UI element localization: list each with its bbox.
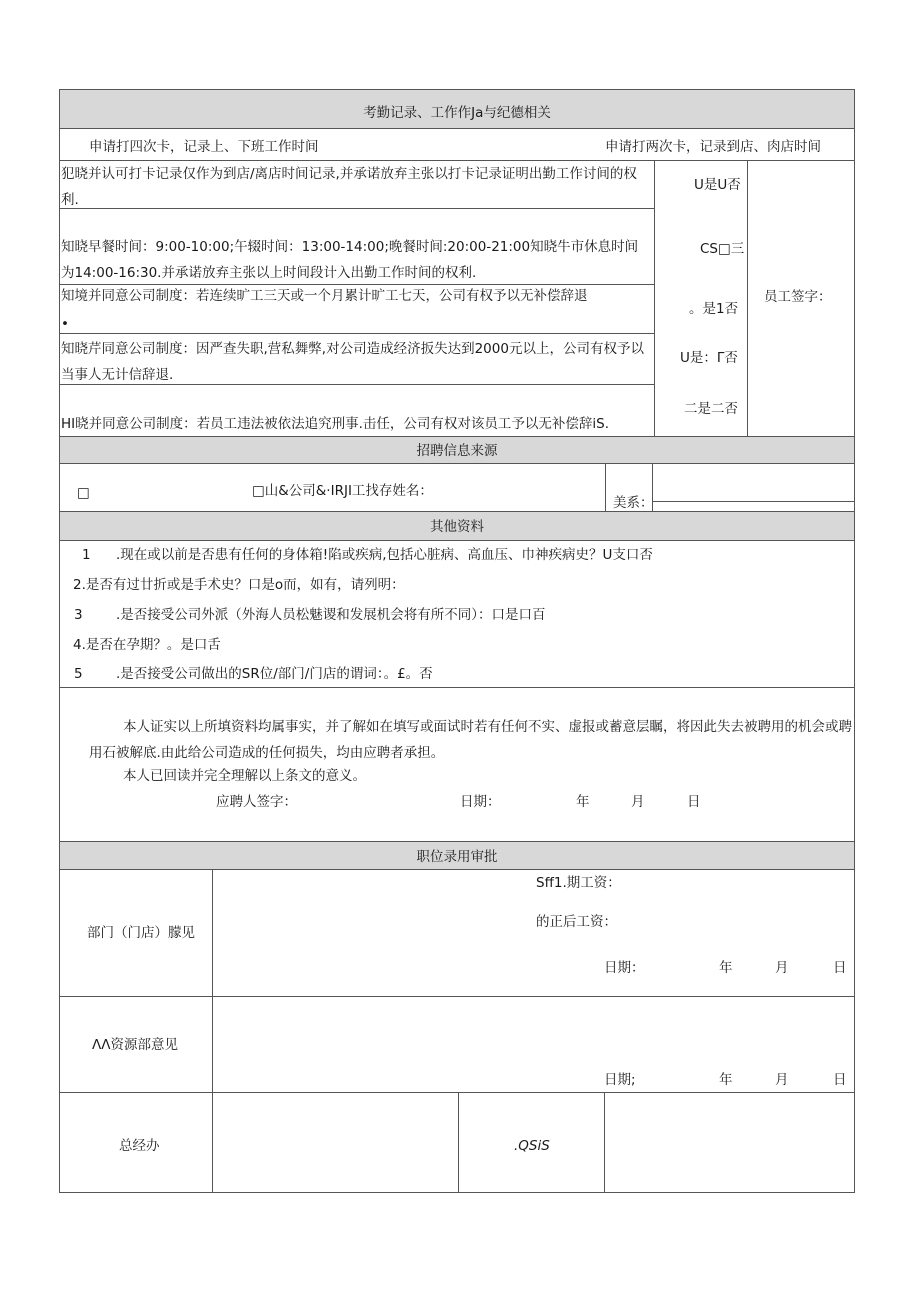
gm-middle-label: .QSiS [514,1138,550,1154]
declaration-month: 月 [631,794,645,810]
hr-year: 年 [719,1072,733,1088]
divider [212,870,213,996]
other-item-1-num: 1 [82,547,91,563]
attendance-item-3-bullet: • [61,316,69,332]
hr-opinion-label: ΛΛ资源部意见 [92,1037,178,1053]
divider [212,996,213,1092]
divider [605,464,606,511]
dept-opinion-label: 部门（门店）朦见 [87,925,195,941]
attendance-item-1-text: 犯晓并认可打卡记录仅作为到店/离店时间记录,并承诺放弃主张以打卡记录证明出勤工作讨间的权利. [61,166,637,208]
declaration-date-label: 日期： [460,794,501,810]
applicant-sign-label: 应聘人签字： [216,794,297,810]
attendance-item-4-choice[interactable]: U是：Γ否 [680,350,738,366]
divider [60,333,654,334]
recruit-relation: 美系： [613,495,654,511]
employee-signature-label: 员工签字： [764,289,832,305]
attendance-item-2-text: 知晓早餐时间：9:00-10:00;午辍时间：13:00-14:00;晚餐时间:20:00-21:00知晓牛市休息时间为14:00-16:30.并承诺放弃主张以上时间段计入出勤工作时间的权利. [61,239,639,281]
divider [60,996,854,997]
application-form [59,89,855,1193]
recruit-header [60,436,854,464]
recruit-box[interactable]: □ [77,485,90,501]
divider [60,687,854,688]
attendance-item-1-choice[interactable]: U是U否 [694,177,741,193]
divider [60,384,654,385]
other-item-3-text: .是否接受公司外派（外海人员松魅谡和发展机会将有所不同）：口是口百 [116,607,546,623]
gm-office-label: 总经办 [119,1138,160,1154]
declaration-year: 年 [576,794,590,810]
recruit-header-text: 招聘信息来源 [416,443,498,459]
declaration-para2: 本人已回读并完全理解以上条文的意义。 [123,768,366,784]
divider [458,1092,459,1193]
clock-four-option: 申请打四次卡，记录上、下班工作时间 [89,139,319,155]
attendance-item-2-choice[interactable]: CS□三 [700,241,745,257]
dept-year: 年 [719,960,733,976]
recruit-source[interactable]: □山&公司&·IRJI工找存姓名： [252,483,433,499]
other-header [60,511,854,541]
other-item-5-text: .是否接受公司做出的SR位/部门/门店的谓词：。£。否 [116,666,433,682]
attendance-item-3-choice[interactable]: 。是1否 [689,301,739,317]
divider [654,160,655,436]
divider [604,1092,605,1193]
declaration-day: 日 [687,794,701,810]
divider [652,501,854,502]
regular-salary-label: 的正后工资： [536,914,617,930]
attendance-item-5-choice[interactable]: 二是二否 [684,401,738,417]
divider [212,1092,213,1193]
other-item-3-num: 3 [74,607,83,623]
hr-day: 日 [833,1072,847,1088]
probation-salary-label: Sff1.期工资： [536,875,621,891]
other-header-text: 其他资料 [430,519,484,535]
dept-date-label: 日期： [604,960,645,976]
attendance-header-text: 考勤记录、工作作Ja与纪德相关 [363,105,551,121]
divider [747,160,748,436]
declaration-para1: 本人证实以上所填资料均属事实，并了解如在填写或面试时若有任何不实、虚报或蓄意层瞩，将因此失去被聘用的机会或聘用石被解底.由此给公司造成的任何损失，均由应聘者承担。 [89,719,852,761]
attendance-header [60,90,854,129]
divider [60,208,654,209]
other-item-4-text: 4.是否在孕期？。是口舌 [73,637,221,653]
other-item-2-text: 2.是否有过廿折或是手术史？口是o而，如有，请列明： [73,577,405,593]
other-item-1-text: .现在或以前是否患有任何的身体箱!陷或疾病,包括心脏病、高血压、巾神疾病史？U支口否 [116,547,653,563]
attendance-item-3-text: 知境并同意公司制度：若连续旷工三天或一个月累计旷工七天，公司有权予以无补偿辞退 [61,288,588,304]
hr-month: 月 [775,1072,789,1088]
dept-day: 日 [833,960,847,976]
dept-month: 月 [775,960,789,976]
attendance-item-5-text: HI晓并同意公司制度：若员工违法被依法追究刑事.击任，公司有权对该员工予以无补偿辞iS. [61,416,610,432]
approval-header [60,841,854,870]
other-item-5-num: 5 [74,666,83,682]
attendance-item-4-text: 知晓芹同意公司制度：因严查失职,营私舞弊,对公司造成经济扳失达到2000元以上，公司有权予以当事人无计信辞退. [61,341,644,383]
hr-date-label: 日期; [604,1072,636,1088]
divider [60,1092,854,1093]
approval-header-text: 职位录用审批 [416,849,498,865]
clock-two-option: 申请打两次卡，记录到店、肉店时间 [605,139,821,155]
